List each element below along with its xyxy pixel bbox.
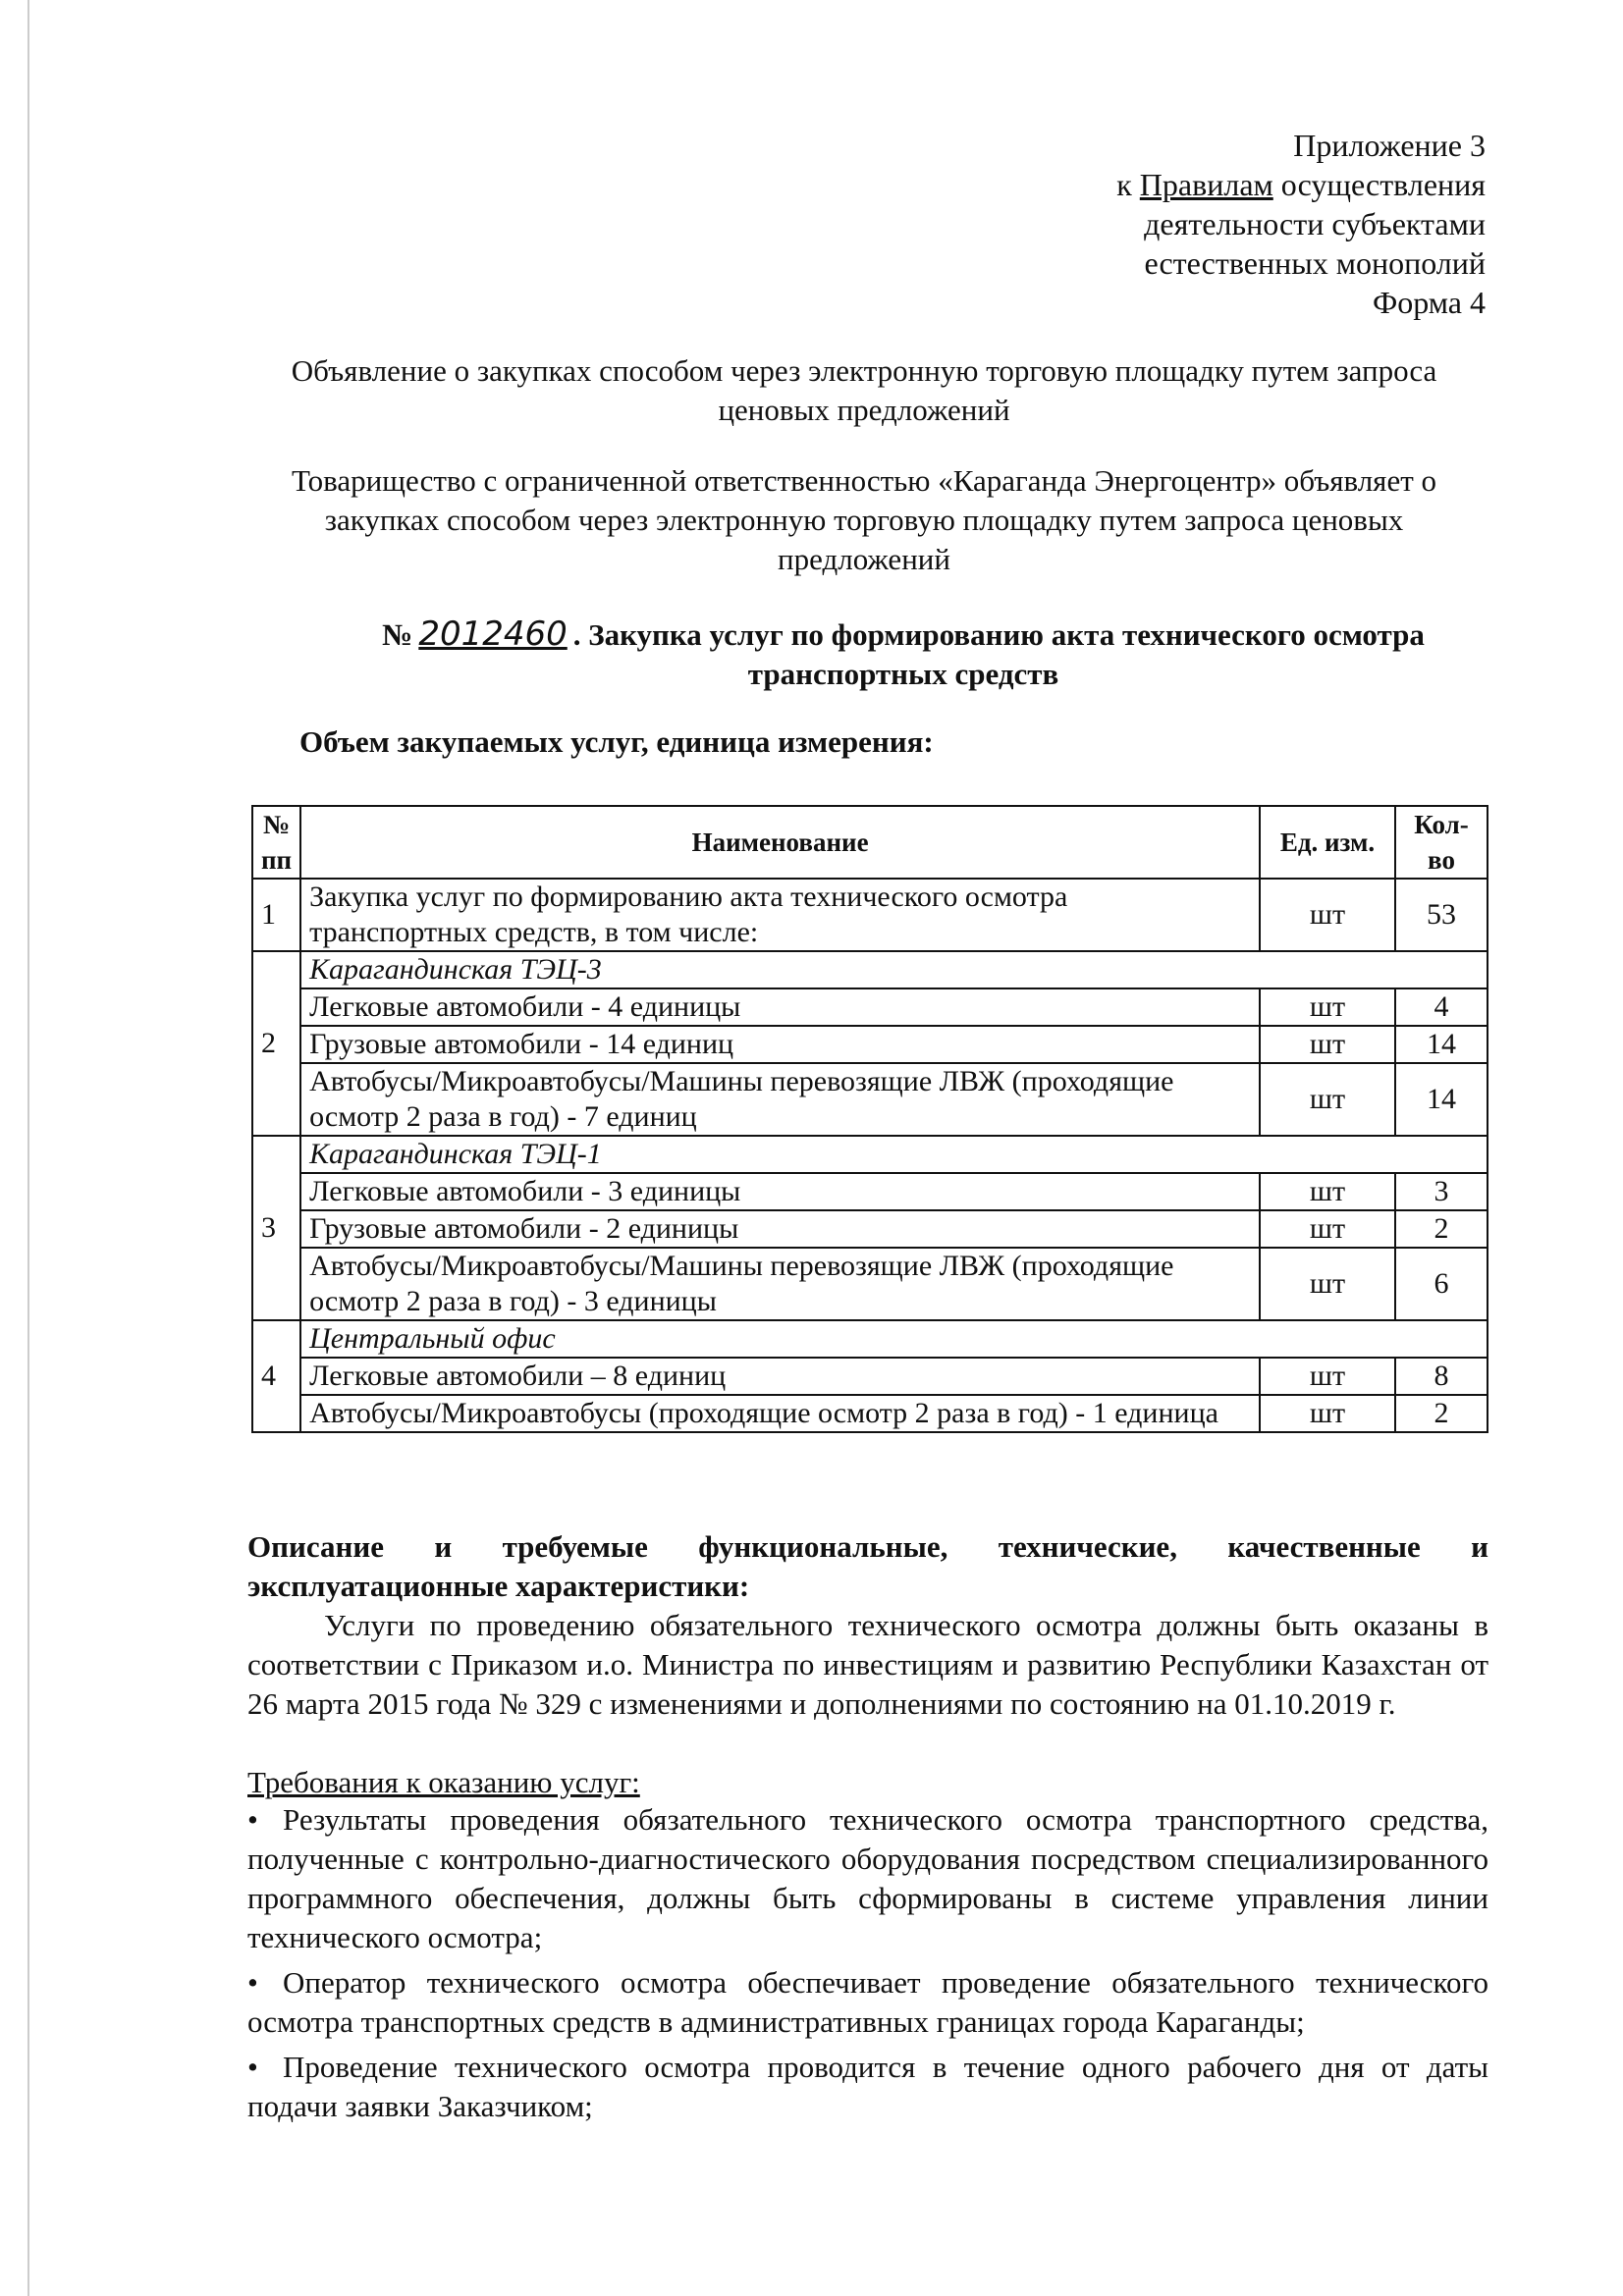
table-row (252, 1210, 1488, 1248)
announcement-title: Объявление о закупках способом через электронную торговую площадку путем запроса ценовых предложений (291, 353, 1437, 427)
row-unit: шт (1260, 1248, 1395, 1320)
row-unit: шт (1260, 1063, 1395, 1136)
group-title: Карагандинская ТЭЦ-3 (300, 951, 1488, 988)
row-name: Грузовые автомобили - 2 единицы (300, 1210, 1260, 1248)
lot-number-handwritten: 2012460 (418, 614, 568, 654)
row-qty: 14 (1395, 1063, 1488, 1136)
row-qty: 2 (1395, 1210, 1488, 1248)
row-qty: 6 (1395, 1248, 1488, 1320)
appendix-suffix: осуществления (1272, 167, 1486, 202)
form-number: Форма 4 (1372, 285, 1486, 320)
row-qty: 53 (1395, 879, 1488, 951)
group-title: Карагандинская ТЭЦ-1 (300, 1136, 1488, 1173)
rules-link: Правилам (1139, 167, 1273, 202)
row-num: 1 (252, 879, 300, 951)
appendix-prefix: к (1116, 167, 1140, 202)
group-title: Центральный офис (300, 1320, 1488, 1358)
group-num: 3 (252, 1136, 300, 1320)
row-name: Автобусы/Микроавтобусы (проходящие осмотр 2 раза в год) - 1 единица (300, 1395, 1260, 1432)
row-name: Легковые автомобили – 8 единиц (300, 1358, 1260, 1395)
table-row (252, 879, 1488, 951)
appendix-block (1116, 126, 1486, 322)
row-name: Легковые автомобили - 3 единицы (300, 1173, 1260, 1210)
table-row (252, 1063, 1488, 1136)
row-qty: 3 (1395, 1173, 1488, 1210)
row-qty: 8 (1395, 1358, 1488, 1395)
row-unit: шт (1260, 1358, 1395, 1395)
row-name: Легковые автомобили - 4 единицы (300, 988, 1260, 1026)
appendix-line-2 (1116, 165, 1486, 204)
table-row (252, 1395, 1488, 1432)
row-unit: шт (1260, 1026, 1395, 1063)
list-item: • Результаты проведения обязательного технического осмотра транспортного средства, полученные с контрольно-диагностического оборудования посредством специализированного программного обеспечения, должны быть сформированы в системе управления линии технического осмотра; (247, 1802, 1488, 1954)
group-num: 4 (252, 1320, 300, 1432)
row-qty: 14 (1395, 1026, 1488, 1063)
services-table (251, 805, 1488, 1433)
lot-title-text: . Закупка услуг по формированию акта технического осмотра транспортных средств (572, 617, 1425, 691)
bullet-icon: • (247, 1965, 258, 2000)
table-row (252, 1358, 1488, 1395)
table-header-row (252, 806, 1488, 879)
row-qty: 2 (1395, 1395, 1488, 1432)
description-heading: Описание и требуемые функциональные, технические, качественные и (247, 1529, 1488, 1564)
volume-heading: Объем закупаемых услуг, единица измерения: (299, 724, 934, 759)
scan-edge-mark (27, 0, 29, 2296)
group-num: 2 (252, 951, 300, 1136)
list-item: • Оператор технического осмотра обеспечивает проведение обязательного технического осмотра транспортных средств в административных границах города Караганды; (247, 1965, 1488, 2039)
row-name: Грузовые автомобили - 14 единиц (300, 1026, 1260, 1063)
row-name: Автобусы/Микроавтобусы/Машины перевозящие ЛВЖ (проходящие осмотр 2 раза в год) - 7 единиц (300, 1063, 1260, 1136)
header-unit: Ед. изм. (1260, 806, 1395, 879)
appendix-line-3: деятельности субъектами (1144, 206, 1486, 241)
header-qty: Кол- во (1395, 806, 1488, 879)
row-name: Автобусы/Микроавтобусы/Машины перевозящие ЛВЖ (проходящие осмотр 2 раза в год) - 3 единицы (300, 1248, 1260, 1320)
row-qty: 4 (1395, 988, 1488, 1026)
table-row (252, 1248, 1488, 1320)
row-unit: шт (1260, 988, 1395, 1026)
header-num: № пп (252, 806, 300, 879)
description-body: Услуги по проведению обязательного технического осмотра должны быть оказаны в соответствии с Приказом и.о. Министра по инвестициям и развитию Республики Казахстан от 26 марта 2015 года № 329 с изменениями и дополнениями по состоянию на 01.10.2019 г. (247, 1608, 1488, 1721)
bullet-icon: • (247, 1802, 258, 1837)
table-group-row (252, 951, 1488, 988)
row-unit: шт (1260, 1395, 1395, 1432)
appendix-line-1: Приложение 3 (1293, 128, 1486, 163)
lot-title (314, 614, 1492, 694)
lot-number-label: № (382, 617, 413, 652)
header-name: Наименование (300, 806, 1260, 879)
requirements-list (247, 1800, 1488, 2132)
row-unit: шт (1260, 1210, 1395, 1248)
description-heading-cont: эксплуатационные характеристики: (247, 1569, 750, 1603)
row-unit: шт (1260, 879, 1395, 951)
list-item: • Проведение технического осмотра проводится в течение одного рабочего дня от даты подачи заявки Заказчиком; (247, 2050, 1488, 2123)
requirements-title: Требования к оказанию услуг: (247, 1765, 640, 1799)
table-group-row (252, 1320, 1488, 1358)
table-row (252, 1173, 1488, 1210)
bullet-icon: • (247, 2050, 258, 2084)
table-row (252, 988, 1488, 1026)
row-unit: шт (1260, 1173, 1395, 1210)
table-row (252, 1026, 1488, 1063)
table-group-row (252, 1136, 1488, 1173)
appendix-line-4: естественных монополий (1144, 245, 1486, 281)
row-name: Закупка услуг по формированию акта технического осмотра транспортных средств, в том числе: (300, 879, 1260, 951)
organizer-statement: Товарищество с ограниченной ответственностью «Караганда Энергоцентр» объявляет о закупках способом через электронную торговую площадку путем запроса ценовых предложений (291, 463, 1436, 576)
